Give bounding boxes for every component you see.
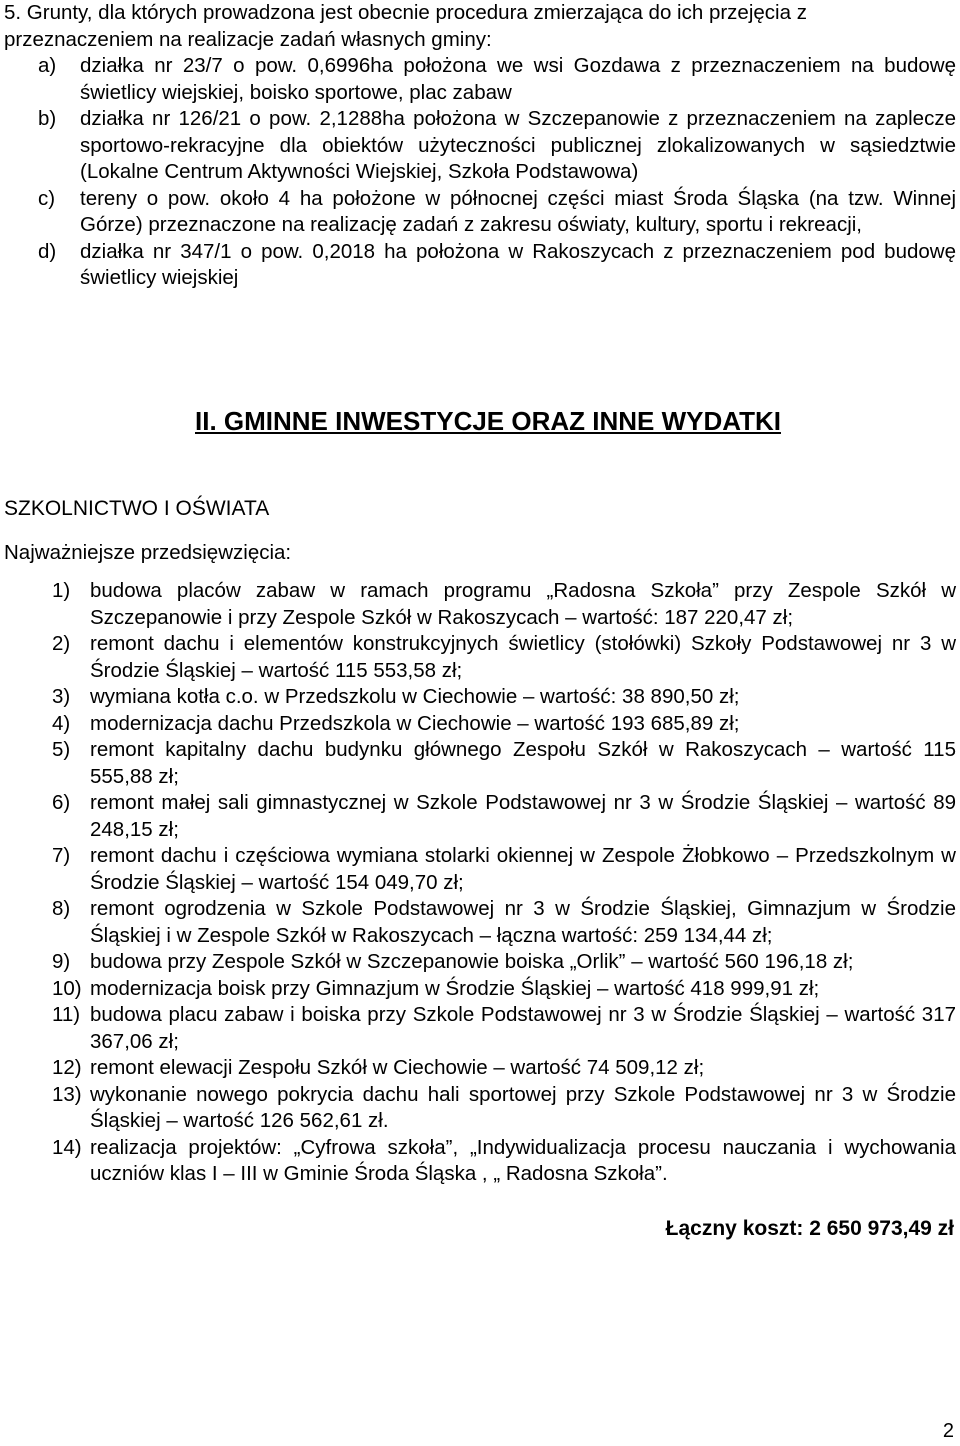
item-number: 5) — [52, 738, 71, 761]
item-text: wymiana kotła c.o. w Przedszkolu w Ciechowie – wartość: 38 890,50 zł; — [90, 685, 740, 708]
list-item — [4, 578, 956, 631]
item-text: remont elewacji Zespołu Szkół w Ciechowie – wartość 74 509,12 zł; — [90, 1056, 705, 1079]
item-text: modernizacja dachu Przedszkola w Ciechowie – wartość 193 685,89 zł; — [90, 711, 740, 735]
intro-text: Najważniejsze przedsięwzięcia: — [4, 541, 292, 564]
projects-list — [4, 578, 956, 1188]
item-number: 8) — [52, 897, 71, 920]
list-item — [4, 790, 956, 843]
item-number: 3) — [52, 685, 71, 708]
land-item — [4, 106, 956, 186]
list-item — [4, 1055, 956, 1082]
item-label: d) — [38, 239, 57, 263]
item-number: 11) — [52, 1003, 81, 1026]
land-item — [4, 239, 956, 292]
list-item — [4, 1002, 956, 1055]
item-number: 9) — [52, 950, 71, 973]
list-item — [4, 1135, 956, 1188]
land-item — [4, 53, 956, 106]
item-number: 10) — [52, 976, 82, 1000]
item-text: remont dachu i częściowa wymiana stolarki okiennej w Zespole Żłobkowo – Przedszkolnym w Środzie Śląskiej – wartość 154 049,70 zł; — [90, 844, 956, 894]
item-text: remont dachu i elementów konstrukcyjnych świetlicy (stołówki) Szkoły Podstawowej nr 3 w Środzie Śląskiej – wartość 115 553,58 zł; — [90, 632, 956, 682]
item-number: 12) — [52, 1056, 82, 1079]
item-text: realizacja projektów: „Cyfrowa szkoła”, „Indywidualizacja procesu nauczania i wychowania uczniów klas I – III w Gminie Środa Śląska , „ Radosna Szkoła”. — [90, 1135, 956, 1185]
item-text: budowa placu zabaw i boiska przy Szkole Podstawowej nr 3 w Środzie Śląskiej – wartość 317 367,06 zł; — [90, 1003, 956, 1053]
item-number: 1) — [52, 579, 71, 602]
item-number: 6) — [52, 791, 71, 814]
list-item — [4, 711, 956, 738]
list-item — [4, 684, 956, 711]
section-5-title: 5. Grunty, dla których prowadzona jest obecnie procedura zmierzająca do ich przejęcia z przeznaczeniem na realizacje zadań własnych gminy: — [4, 1, 807, 51]
item-text: remont kapitalny dachu budynku głównego Zespołu Szkół w Rakoszycach – wartość 115 555,88 zł; — [90, 738, 956, 788]
list-item — [4, 737, 956, 790]
item-text: remont ogrodzenia w Szkole Podstawowej nr 3 w Środzie Śląskiej, Gimnazjum w Środzie Śląskiej i w Zespole Szkół w Rakoszycach – łączna wartość: 259 134,44 zł; — [90, 897, 956, 947]
item-text: działka nr 347/1 o pow. 0,2018 ha położona w Rakoszycach z przeznaczeniem pod budowę świetlicy wiejskiej — [80, 239, 956, 289]
item-label: a) — [38, 54, 57, 77]
list-item — [4, 631, 956, 684]
item-label: c) — [38, 186, 56, 210]
page-number: 2 — [942, 1420, 954, 1442]
item-text: wykonanie nowego pokrycia dachu hali sportowej przy Szkole Podstawowej nr 3 w Środzie Śląskiej – wartość 126 562,61 zł. — [90, 1082, 956, 1132]
list-item — [4, 896, 956, 949]
item-text: działka nr 126/21 o pow. 2,1288ha położona w Szczepanowie z przeznaczeniem na zaplecze sportowo-rekracyjne dla obiektów użyteczności publicznej zlokalizowanych w sąsiedztwie (Lokalne Centrum Aktywności Wiejskiej, Szkoła Podstawowa) — [80, 107, 956, 183]
total-cost: Łączny koszt: 2 650 973,49 zł — [665, 1217, 954, 1240]
item-number: 7) — [52, 844, 71, 867]
land-item — [4, 186, 956, 239]
item-text: tereny o pow. około 4 ha położone w północnej części miast Środa Śląska (na tzw. Winnej Górze) przeznaczone na realizację zadań z zakresu oświaty, kultury, sportu i rekreacji, — [80, 186, 956, 236]
list-item — [4, 1082, 956, 1135]
section-5 — [4, 0, 956, 292]
item-number: 13) — [52, 1082, 82, 1106]
section-heading: II. GMINNE INWESTYCJE ORAZ INNE WYDATKI — [195, 406, 781, 436]
item-text: działka nr 23/7 o pow. 0,6996ha położona we wsi Gozdawa z przeznaczeniem na budowę świetlicy wiejskiej, boisko sportowe, plac zabaw — [80, 54, 956, 104]
item-number: 14) — [52, 1135, 82, 1159]
list-item — [4, 949, 956, 976]
item-number: 2) — [52, 632, 71, 655]
item-text: budowa przy Zespole Szkół w Szczepanowie boiska „Orlik” – wartość 560 196,18 zł; — [90, 950, 854, 973]
item-text: remont małej sali gimnastycznej w Szkole Podstawowej nr 3 w Środzie Śląskiej – wartość 89 248,15 zł; — [90, 791, 956, 841]
subsection-heading: SZKOLNICTWO I OŚWIATA — [4, 497, 270, 520]
list-item — [4, 976, 956, 1003]
item-text: modernizacja boisk przy Gimnazjum w Środzie Śląskiej – wartość 418 999,91 zł; — [90, 976, 820, 1000]
item-text: budowa placów zabaw w ramach programu „Radosna Szkoła” przy Zespole Szkół w Szczepanowie i przy Zespole Szkół w Rakoszycach – wartość: 187 220,47 zł; — [90, 579, 956, 629]
item-number: 4) — [52, 711, 71, 735]
list-item — [4, 843, 956, 896]
item-label: b) — [38, 107, 57, 130]
